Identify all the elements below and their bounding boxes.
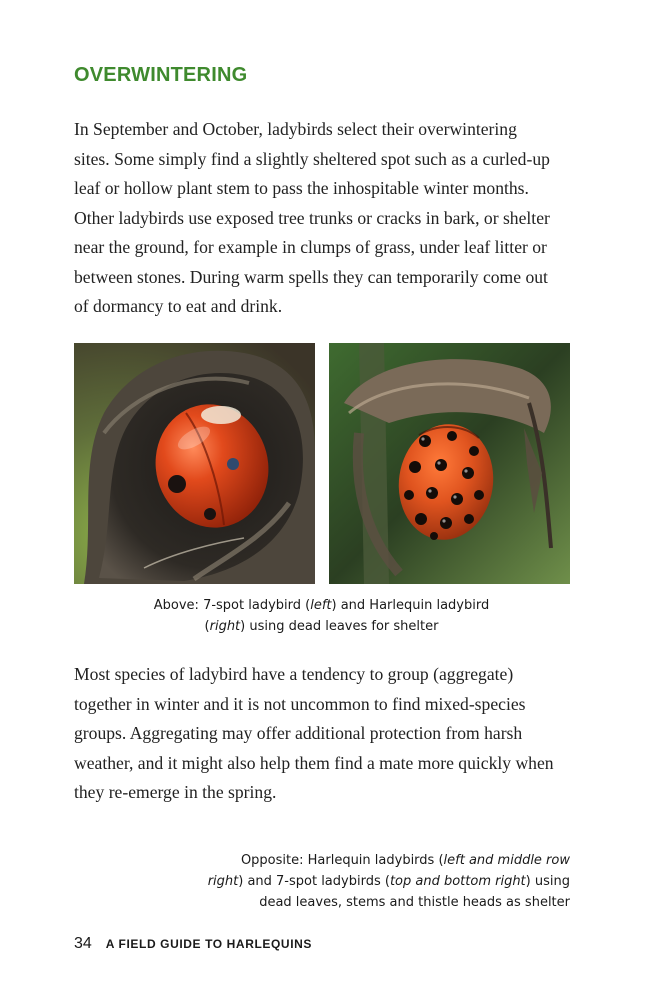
paragraph-line: Most species of ladybird have a tendency to group (aggregate) <box>74 664 514 684</box>
body-paragraph-1 <box>74 115 574 322</box>
photo-caption-above <box>74 595 569 637</box>
photo-caption-opposite <box>208 850 570 913</box>
paragraph-line: they re-emerge in the spring. <box>74 782 277 802</box>
paragraph-line: Other ladybirds use exposed tree trunks or cracks in bark, or shelter <box>74 207 550 228</box>
page-number: 34 <box>74 935 92 952</box>
paragraph-line: near the ground, for example in clumps of grass, under leaf litter or <box>74 237 547 257</box>
harlequin-ladybird-illustration <box>329 343 570 584</box>
paragraph-line: between stones. During warm spells they can temporarily come out <box>74 266 548 287</box>
caption-line <box>74 616 569 637</box>
paragraph-line: In September and October, ladybirds select their overwintering <box>74 119 517 139</box>
paragraph-line: of dormancy to eat and drink. <box>74 296 283 316</box>
caption-line <box>74 595 569 616</box>
caption-italic: left and middle row <box>443 853 570 868</box>
caption-italic: top and bottom right <box>389 874 526 889</box>
caption-text: ) using dead leaves for shelter <box>240 619 439 634</box>
caption-line: dead leaves, stems and thistle heads as shelter <box>259 895 570 910</box>
caption-text: ) using <box>525 874 570 889</box>
paragraph-line: together in winter and it is not uncommon to find mixed-species <box>74 693 526 714</box>
paragraph-line: leaf or hollow plant stem to pass the inhospitable winter months. <box>74 178 529 198</box>
body-paragraph-2 <box>74 660 574 808</box>
running-title: A FIELD GUIDE TO HARLEQUINS <box>105 937 313 951</box>
caption-text: Above: 7-spot ladybird ( <box>153 598 311 613</box>
seven-spot-ladybird-photo <box>74 343 315 584</box>
seven-spot-ladybird-illustration <box>74 343 315 584</box>
paragraph-line: groups. Aggregating may offer additional protection from harsh <box>74 723 523 743</box>
caption-italic: right <box>209 619 241 634</box>
page-footer <box>74 935 312 953</box>
caption-text: Opposite: Harlequin ladybirds ( <box>240 853 444 868</box>
caption-line <box>208 871 570 892</box>
caption-italic: left <box>310 598 332 613</box>
section-heading: OVERWINTERING <box>74 64 248 86</box>
paragraph-line: weather, and it might also help them find a mate more quickly when <box>74 752 554 773</box>
caption-italic: right <box>207 874 239 889</box>
paragraph-line: sites. Some simply find a slightly sheltered spot such as a curled-up <box>74 148 550 169</box>
caption-text: ) and 7-spot ladybirds ( <box>238 874 390 889</box>
caption-text: ( <box>204 619 210 634</box>
harlequin-ladybird-photo <box>329 343 570 584</box>
caption-line <box>208 850 570 871</box>
caption-text: ) and Harlequin ladybird <box>331 598 490 613</box>
